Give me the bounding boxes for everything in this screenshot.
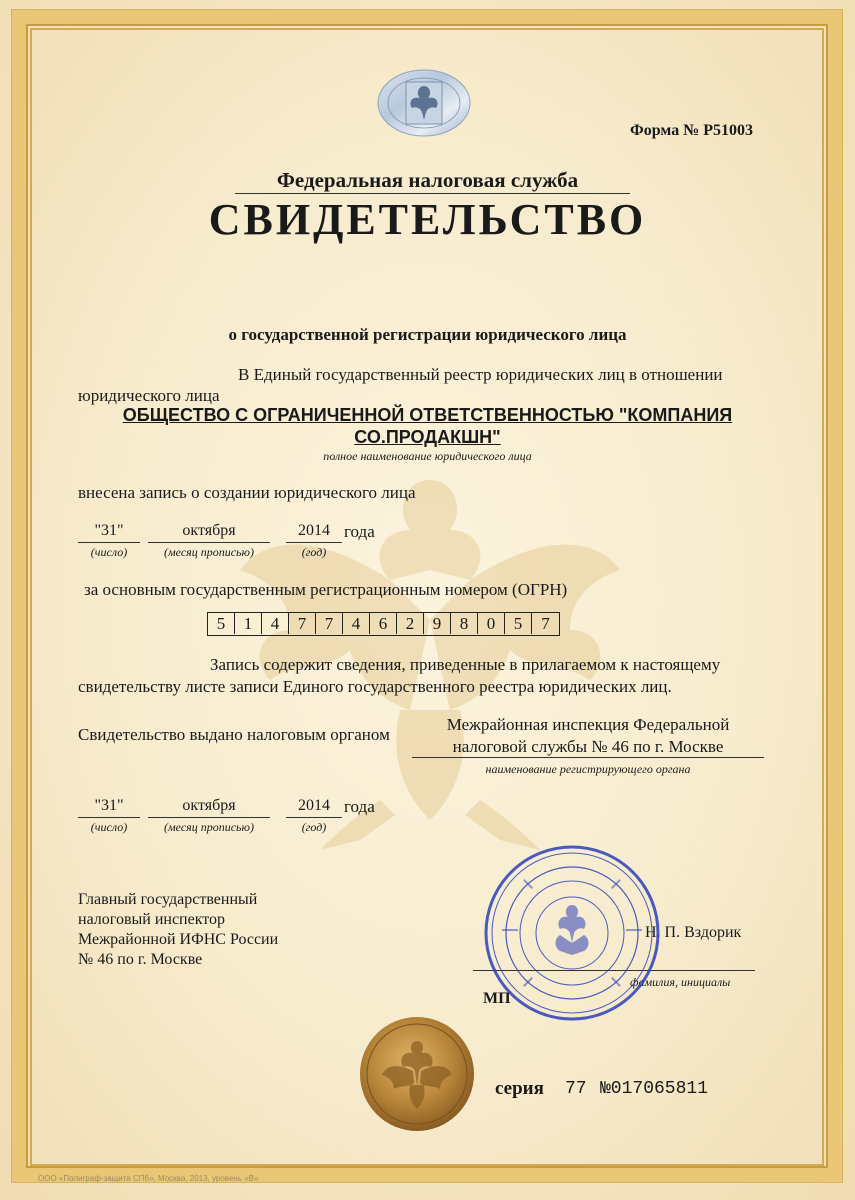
ogrn-digit: 8 [451,613,478,634]
ogrn-digit: 0 [478,613,505,634]
ogrn-digit: 2 [397,613,424,634]
signatory-position-line2: налоговый инспектор [78,911,226,928]
ogrn-digit: 5 [208,613,235,634]
document-title: СВИДЕТЕЛЬСТВО [208,195,647,244]
entry-date-day-line [78,542,140,543]
issue-date-month-caption: (месяц прописью) [164,820,254,834]
issuing-authority-line2: налоговой службы № 46 по г. Москве [452,737,724,756]
entry-text: внесена запись о создании юридического лица [78,483,416,502]
issue-date-year-suffix: года [344,797,375,816]
hologram-emblem-icon [376,68,472,138]
gold-seal-icon [358,1015,476,1133]
mp-label: МП [483,990,511,1007]
company-name-line1: ОБЩЕСТВО С ОГРАНИЧЕННОЙ ОТВЕТСТВЕННОСТЬЮ "КОМПАНИЯ [122,405,733,425]
signatory-name: Н. П. Вздорик [645,924,742,941]
issuing-authority-line1: Межрайонная инспекция Федеральной [446,715,730,734]
ogrn-digit: 7 [541,614,550,633]
entry-date-month-line [148,542,270,543]
company-name-caption: полное наименование юридического лица [323,449,532,463]
ogrn-digit: 7 [289,613,316,634]
signatory-position-line4: № 46 по г. Москве [78,951,203,968]
entry-date-year-caption: (год) [301,545,327,559]
series-number: 77 [565,1079,587,1099]
intro-text-line2: юридического лица [78,386,220,405]
ogrn-digit: 4 [262,613,289,634]
issue-date-day-caption: (число) [90,820,128,834]
ogrn-digit: 9 [424,613,451,634]
issue-date-year-caption: (год) [301,820,327,834]
company-name-line2: СО.ПРОДАКШН" [354,427,501,447]
form-number: Форма № Р51003 [630,122,754,139]
tax-office-stamp-icon [482,843,662,1023]
ogrn-digit: 7 [316,613,343,634]
document-subtitle: о государственной регистрации юридического лица [228,325,627,344]
entry-date-day: "31" [94,522,124,539]
entry-date-year-suffix: года [344,522,375,541]
ogrn-label: за основным государственным регистрационным номером (ОГРН) [84,580,568,599]
issuing-authority-caption: наименование регистрирующего органа [485,762,691,776]
signatory-position-line1: Главный государственный [78,891,258,908]
printer-note: ООО «Полиграф-защита СПб», Москва, 2013, уровень «В» [38,1174,259,1183]
serial-number: №017065811 [600,1079,709,1099]
entry-date-year: 2014 [298,522,330,539]
issue-date-day-line [78,817,140,818]
issue-date-day: "31" [94,797,124,814]
entry-date-year-line [286,542,342,543]
entry-date-month: октября [182,522,236,539]
series-label: серия [495,1078,544,1099]
ogrn-digit: 4 [343,613,370,634]
issuing-authority-underline [412,757,764,758]
signatory-position-line3: Межрайонной ИФНС России [78,931,279,948]
issue-date-month-line [148,817,270,818]
intro-text-line1: В Единый государственный реестр юридических лиц в отношении [238,365,723,384]
issue-date-year-line [286,817,342,818]
signature-caption: фамилия, инициалы [630,975,731,989]
ogrn-number-box [207,612,560,636]
agency-name: Федеральная налоговая служба [276,168,579,192]
ogrn-digit: 5 [505,613,532,634]
issue-date-month: октября [182,797,236,814]
ogrn-digit: 1 [235,613,262,634]
issue-date-year: 2014 [298,797,330,814]
entry-date-month-caption: (месяц прописью) [164,545,254,559]
ogrn-digit: 6 [370,613,397,634]
issued-by-label: Свидетельство выдано налоговым органом [78,725,390,744]
entry-date-day-caption: (число) [90,545,128,559]
record-text-line1: Запись содержит сведения, приведенные в прилагаемом к настоящему [210,655,721,674]
record-text-line2: свидетельству листе записи Единого государственного реестра юридических лиц. [78,677,672,696]
